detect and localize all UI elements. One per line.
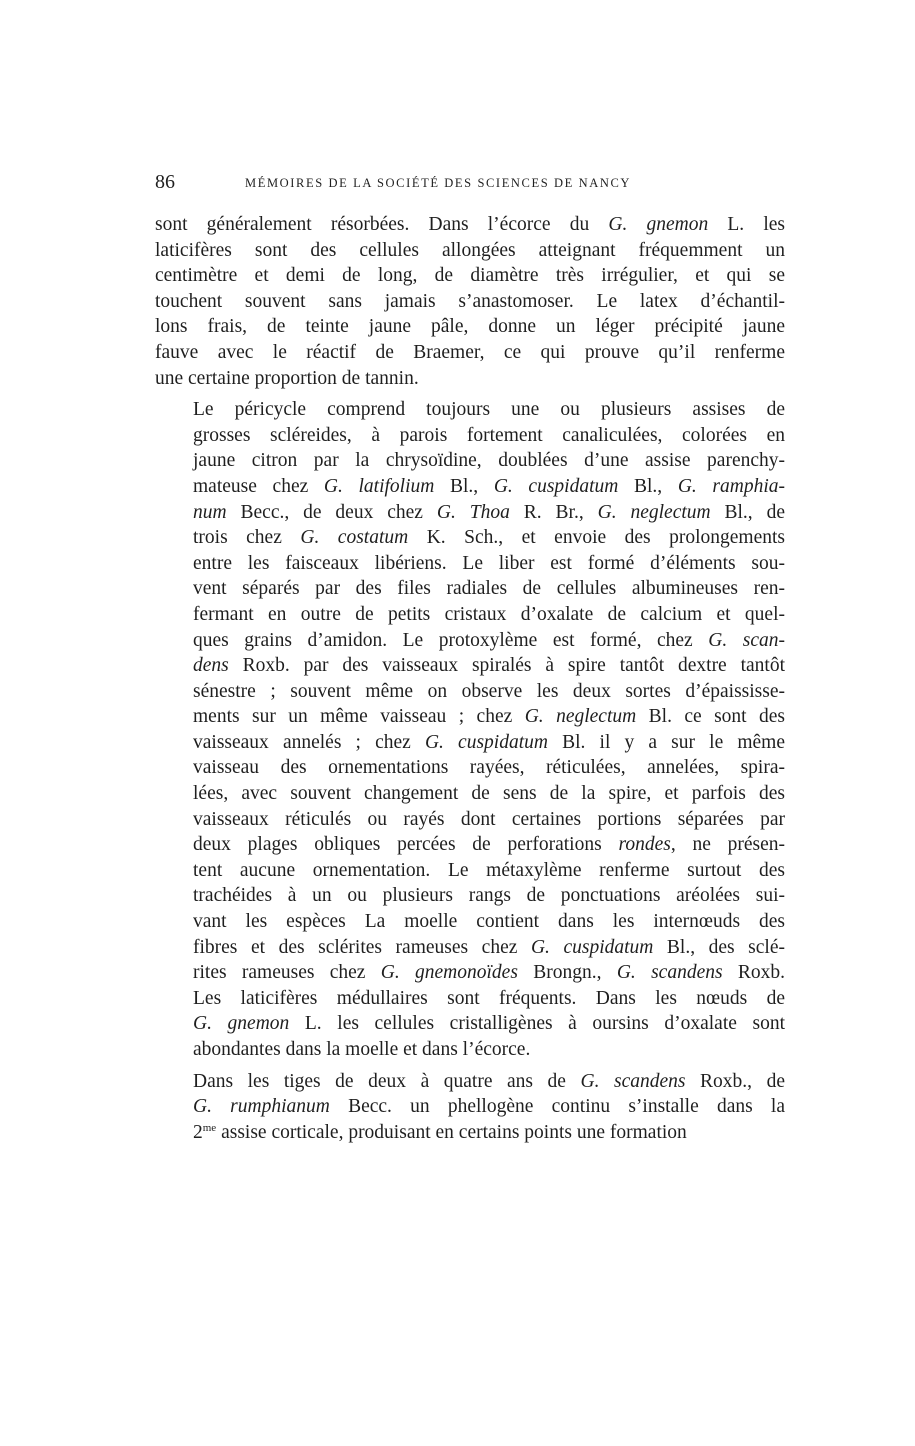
text-segment: vent séparés par des files radiales de cellules albumineuses ren- [193, 578, 785, 600]
paragraph [155, 397, 785, 1062]
text-line [155, 314, 785, 340]
text-segment: ments sur un même vaisseau ; chez [193, 706, 525, 728]
text-segment: abondantes dans la moelle et dans l’écorce. [193, 1039, 531, 1060]
text-segment: tent aucune ornementation. Le métaxylème renferme surtout des [193, 859, 785, 881]
text-line [155, 653, 785, 679]
text-line [155, 628, 785, 654]
page-number: 86 [155, 171, 175, 193]
text-line [155, 238, 785, 264]
text-segment: Dans les tiges de deux à quatre ans de [193, 1070, 581, 1092]
text-segment: Becc. un phellogène continu s’installe dans la [329, 1096, 785, 1118]
text-line [155, 448, 785, 474]
paragraph [155, 1069, 785, 1146]
text-segment: sont généralement résorbées. Dans l’écorce du [155, 214, 609, 235]
text-segment: R. Br., [509, 501, 598, 523]
superscript: me [202, 1121, 217, 1134]
text-segment: Bl., de [710, 501, 785, 523]
text-segment: L. les [708, 214, 785, 235]
text-line [155, 679, 785, 705]
text-segment: mateuse chez [193, 475, 324, 497]
italic-term: G. gnemon [193, 1013, 290, 1035]
text-segment: Bl., des sclé- [653, 936, 785, 958]
text-segment: Roxb., de [685, 1070, 785, 1092]
text-line [155, 1069, 785, 1095]
italic-term: G. neglectum [597, 501, 711, 523]
text-line [155, 397, 785, 423]
text-segment: K. Sch., et envoie des prolongements [408, 527, 786, 549]
text-line [155, 1037, 785, 1063]
text-segment: jaune citron par la chrysoïdine, doublées d’une assise parenchy- [193, 450, 785, 472]
text-line [155, 832, 785, 858]
text-segment: vaisseaux réticulés ou rayés dont certaines portions séparées par [193, 808, 785, 830]
text-line [155, 704, 785, 730]
italic-term: G. gnemonoïdes [380, 962, 518, 984]
text-line [155, 551, 785, 577]
text-line [155, 474, 785, 500]
text-segment: Becc., de deux chez [226, 501, 437, 523]
text-segment: une certaine proportion de tannin. [155, 367, 419, 389]
paragraph [155, 212, 785, 391]
text-segment: touchent souvent sans jamais s’anastomoser. Le latex d’échantil- [155, 290, 785, 312]
text-segment: trois chez [193, 527, 301, 549]
text-line [155, 500, 785, 526]
italic-term: G. latifolium [323, 475, 435, 497]
text-line [155, 935, 785, 961]
italic-term: G. ramphia- [677, 475, 785, 497]
text-segment: trachéides à un ou plusieurs rangs de ponctuations aréolées sui- [193, 885, 785, 907]
text-segment: rites rameuses chez [193, 962, 381, 984]
text-line [155, 212, 785, 238]
running-head: MÉMOIRES DE LA SOCIÉTÉ DES SCIENCES DE NANCY [245, 176, 632, 190]
text-line [155, 289, 785, 315]
text-line [155, 781, 785, 807]
text-line [155, 960, 785, 986]
italic-term: dens [193, 655, 229, 677]
italic-term: G. cuspidatum [424, 731, 548, 753]
text-segment: Brongn., [517, 962, 617, 984]
text-line [155, 1120, 785, 1146]
text-segment: fermant en outre de petits cristaux d’oxalate de calcium et quel- [193, 603, 785, 625]
italic-term: G. scandens [580, 1070, 686, 1092]
text-line [155, 602, 785, 628]
text-line [155, 909, 785, 935]
text-line [155, 340, 785, 366]
text-line [155, 883, 785, 909]
text-segment: Bl., [434, 475, 494, 497]
text-segment: Roxb. [722, 962, 786, 984]
text-line [155, 986, 785, 1012]
text-line [155, 755, 785, 781]
text-segment: deux plages obliques percées de perforations [193, 834, 619, 856]
text-segment: vant les espèces La moelle contient dans les internœuds des [193, 911, 785, 933]
text-line [155, 525, 785, 551]
text-segment: , ne présen- [670, 834, 786, 856]
text-line [155, 263, 785, 289]
text-segment: 2 [193, 1121, 203, 1143]
italic-term: num [193, 501, 227, 523]
text-segment: grosses scléreides, à parois fortement canaliculées, colorées en [193, 424, 785, 446]
italic-term: G. Thoa [436, 501, 510, 523]
text-segment: vaisseaux annelés ; chez [193, 731, 425, 753]
text-line [155, 1011, 785, 1037]
text-segment: entre les faisceaux libériens. Le liber est formé d’éléments sou- [193, 552, 785, 574]
italic-term: G. gnemon [608, 214, 709, 235]
text-segment: assise corticale, produisant en certains points une formation [216, 1121, 687, 1143]
text-segment: fibres et des sclérites rameuses chez [193, 936, 531, 958]
italic-term: G. scan- [708, 629, 785, 651]
italic-term: G. rumphianum [193, 1096, 330, 1118]
italic-term: G. cuspidatum [493, 475, 619, 497]
text-segment: Bl., [618, 475, 678, 497]
text-line [155, 858, 785, 884]
text-line [155, 1094, 785, 1120]
text-segment: lons frais, de teinte jaune pâle, donne un léger précipité jaune [155, 316, 785, 338]
text-segment: Les laticifères médullaires sont fréquents. Dans les nœuds de [193, 987, 785, 1009]
text-segment: vaisseau des ornementations rayées, réticulées, annelées, spira- [193, 757, 785, 779]
text-line [155, 366, 785, 392]
text-segment: sénestre ; souvent même on observe les deux sortes d’épaississe- [193, 680, 785, 702]
italic-term: G. cuspidatum [530, 936, 654, 958]
text-line [155, 576, 785, 602]
text-segment: lées, avec souvent changement de sens de la spire, et parfois des [193, 783, 785, 805]
text-segment: centimètre et demi de long, de diamètre très irrégulier, et qui se [155, 265, 785, 287]
body-text [155, 212, 785, 1145]
text-segment: L. les cellules cristalligènes à oursins d’oxalate sont [289, 1013, 785, 1035]
text-line [155, 423, 785, 449]
text-segment: Roxb. par des vaisseaux spiralés à spire tantôt dextre tantôt [228, 655, 785, 677]
text-segment: ques grains d’amidon. Le protoxylème est formé, chez [193, 629, 709, 651]
italic-term: G. costatum [300, 527, 409, 549]
text-segment: laticifères sont des cellules allongées atteignant fréquemment un [155, 239, 785, 261]
text-line [155, 807, 785, 833]
text-segment: fauve avec le réactif de Braemer, ce qui prouve qu’il renferme [155, 341, 785, 363]
italic-term: G. neglectum [524, 706, 637, 728]
page-header [155, 170, 785, 194]
text-line [155, 730, 785, 756]
text-segment: Le péricycle comprend toujours une ou plusieurs assises de [193, 399, 785, 421]
italic-term: G. scandens [616, 962, 723, 984]
text-segment: Bl. ce sont des [636, 706, 786, 728]
text-segment: Bl. il y a sur le même [547, 731, 785, 753]
italic-term: rondes [618, 834, 671, 856]
